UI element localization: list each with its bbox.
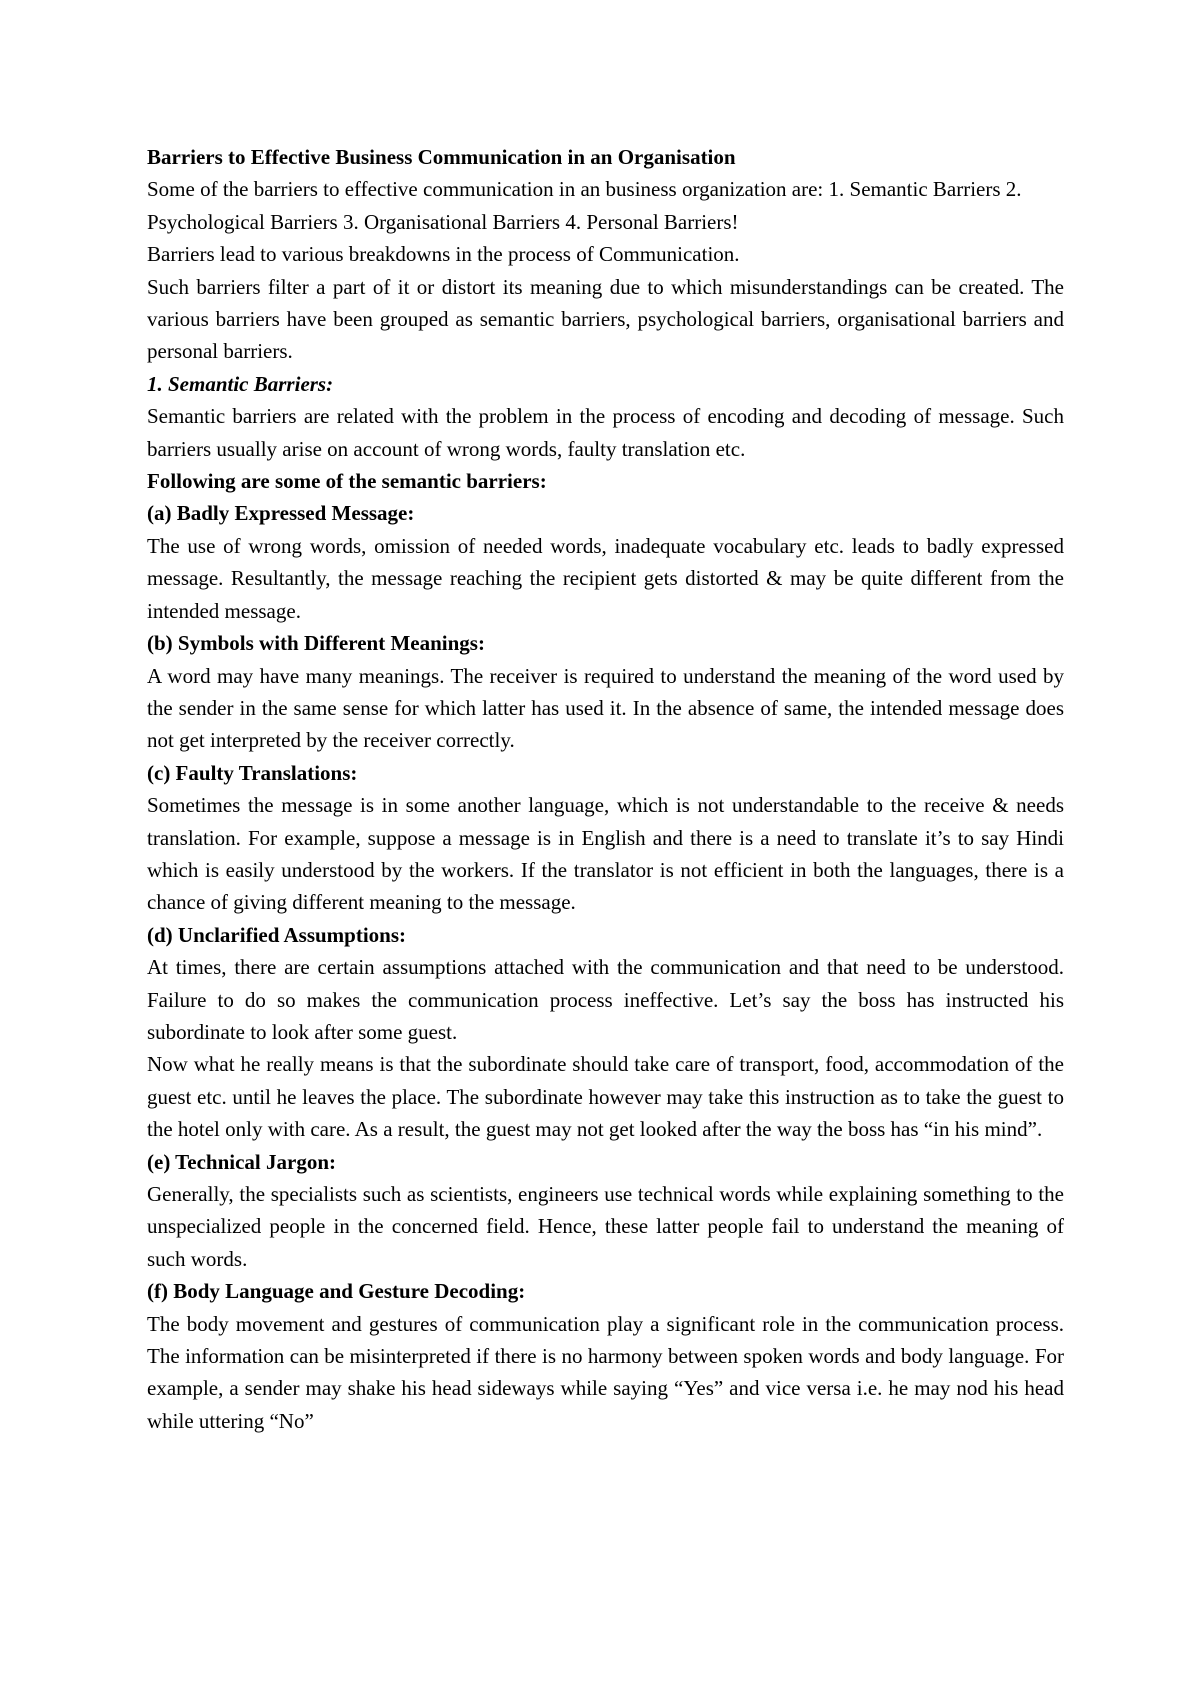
filter-paragraph: Such barriers filter a part of it or distort its meaning due to which misunderstandings can be created. The various barriers have been grouped as semantic barriers, psychological barriers, organisational barriers and personal barriers. <box>147 274 1064 364</box>
subsection-e-heading: (e) Technical Jargon: <box>147 1149 336 1174</box>
subsection-d-body-2: Now what he really means is that the subordinate should take care of transport, food, accommodation of the guest etc. until he leaves the place. The subordinate however may take this instruction as to take the guest to the hotel only with care. As a result, the guest may not get looked after the way the boss has “in his mind”. <box>147 1052 1064 1142</box>
subsection-f-body: The body movement and gestures of communication play a significant role in the communication process. The information can be misinterpreted if there is no harmony between spoken words and body language. For example, a sender may shake his head sideways while saying “Yes” and vice versa i.e. he may nod his head while uttering “No” <box>147 1311 1064 1433</box>
intro-paragraph: Some of the barriers to effective communication in an business organization are: 1. Semantic Barriers 2. Psychological Barriers 3. Organisational Barriers 4. Personal Barriers! <box>147 177 1022 234</box>
subsection-a-heading: (a) Badly Expressed Message: <box>147 501 415 526</box>
subsection-b-heading: (b) Symbols with Different Meanings: <box>147 631 485 656</box>
subsection-d-body-1: At times, there are certain assumptions attached with the communication and that need to be understood. Failure to do so makes the communication process ineffective. Let’s say the boss has instructed his subordinate to look after some guest. <box>147 955 1064 1044</box>
subsection-a-body: The use of wrong words, omission of needed words, inadequate vocabulary etc. leads to badly expressed message. Resultantly, the message reaching the recipient gets distorted & may be quite different from the intended message. <box>147 533 1064 623</box>
subsection-d-heading: (d) Unclarified Assumptions: <box>147 922 407 947</box>
following-heading: Following are some of the semantic barriers: <box>147 469 547 494</box>
subsection-b-body: A word may have many meanings. The receiver is required to understand the meaning of the word used by the sender in the same sense for which latter has used it. In the absence of same, the intended message does not get interpreted by the receiver correctly. <box>147 663 1064 753</box>
subsection-e-body: Generally, the specialists such as scientists, engineers use technical words while explaining something to the unspecialized people in the concerned field. Hence, these latter people fail to understand the meaning of such words. <box>147 1182 1064 1271</box>
section1-heading: 1. Semantic Barriers: <box>147 371 334 396</box>
breakdowns-paragraph: Barriers lead to various breakdowns in the process of Communication. <box>147 242 740 267</box>
subsection-f-heading: (f) Body Language and Gesture Decoding: <box>147 1279 526 1304</box>
subsection-c-body: Sometimes the message is in some another language, which is not understandable to the receive & needs translation. For example, suppose a message is in English and there is a need to translate it’s to say Hindi which is easily understood by the workers. If the translator is not efficient in both the languages, there is a chance of giving different meaning to the message. <box>147 793 1064 915</box>
document-title: Barriers to Effective Business Communication in an Organisation <box>147 145 736 169</box>
section1-body: Semantic barriers are related with the problem in the process of encoding and decoding of message. Such barriers usually arise on account of wrong words, faulty translation etc. <box>147 404 1064 461</box>
subsection-c-heading: (c) Faulty Translations: <box>147 760 358 785</box>
document-page <box>147 141 1064 1437</box>
